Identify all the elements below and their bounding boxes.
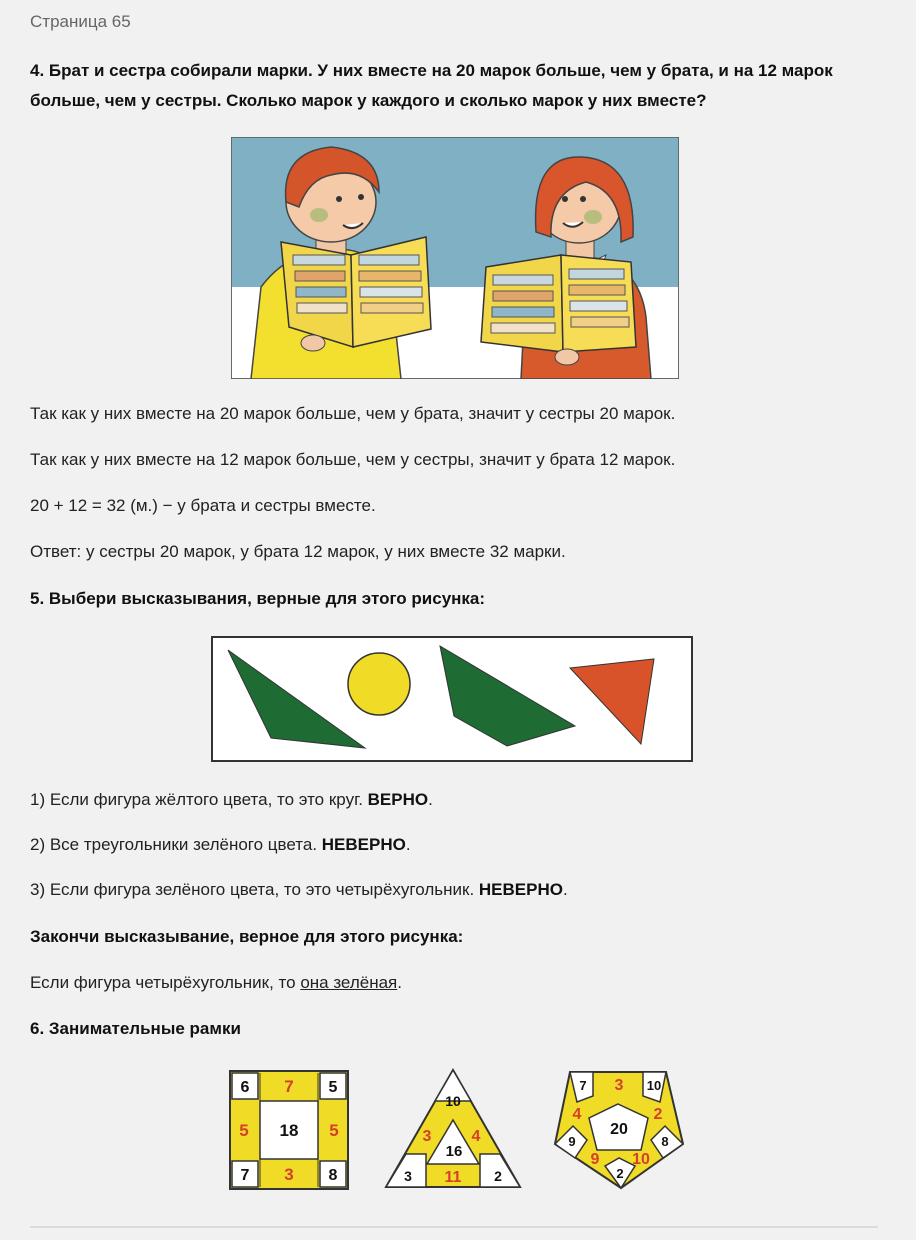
triangle-bottom-right-number: 2	[494, 1168, 502, 1184]
pentagon-bottom-left-number: 9	[590, 1151, 600, 1168]
pentagon-left-number: 4	[572, 1106, 582, 1123]
square-right-number: 5	[329, 1121, 339, 1140]
page-header: Страница 65	[30, 12, 131, 31]
triangle-bottom-mid-number: 11	[444, 1169, 462, 1186]
pentagon-right-number: 2	[653, 1106, 663, 1123]
pentagon-frame	[553, 1066, 685, 1190]
square-top-mid-number: 7	[284, 1077, 294, 1096]
statement-3: 3) Если фигура зелёного цвета, то это четырёхугольник. НЕВЕРНО.	[30, 880, 568, 899]
task-6-title: 6. Занимательные рамки	[30, 1019, 241, 1038]
finish-answer: она зелёная	[300, 973, 398, 992]
pentagon-top-mid-number: 3	[614, 1077, 624, 1094]
solution-line: 20 + 12 = 32 (м.) − у брата и сестры вместе.	[30, 496, 376, 515]
pentagon-bottom-right-number: 10	[632, 1151, 650, 1168]
finish-statement-title: Закончи высказывание, верное для этого рисунка:	[30, 927, 464, 946]
statement-2: 2) Все треугольники зелёного цвета. НЕВЕРНО.	[30, 835, 411, 854]
solution-line: Так как у них вместе на 12 марок больше, чем у сестры, значит у брата 12 марок.	[30, 450, 676, 469]
square-top-right-number: 5	[328, 1079, 338, 1096]
solution-line: Так как у них вместе на 20 марок больше, чем у брата, значит у сестры 20 марок.	[30, 404, 676, 423]
triangle-center-number: 16	[445, 1143, 463, 1160]
yellow-circle	[348, 653, 410, 715]
pentagon-top-right-number: 10	[646, 1078, 662, 1093]
answer-line: Ответ: у сестры 20 марок, у брата 12 марок, у них вместе 32 марки.	[30, 542, 566, 561]
statement-1: 1) Если фигура жёлтого цвета, то это круг. ВЕРНО.	[30, 790, 433, 809]
pentagon-top-left-number: 7	[579, 1078, 587, 1093]
square-bottom-left-number: 7	[240, 1167, 250, 1184]
stamp-collectors-illustration	[231, 137, 679, 379]
task-5-title: 5. Выбери высказывания, верные для этого рисунка:	[30, 589, 486, 608]
triangle-bottom-left-number: 3	[404, 1168, 412, 1184]
square-left-number: 5	[239, 1121, 249, 1140]
square-top-left-number: 6	[240, 1079, 250, 1096]
finish-statement: Если фигура четырёхугольник, то она зелёная.	[30, 973, 402, 992]
verdict: ВЕРНО	[367, 790, 429, 809]
square-frame	[229, 1070, 349, 1190]
task-4-title: 4. Брат и сестра собирали марки. У них вместе на 20 марок больше, чем у брата, и на 12 марок больше, чем у сестры. Сколько марок у каждого и сколько марок у них вместе?	[30, 61, 833, 110]
triangle-left-side-number: 3	[422, 1128, 432, 1145]
bottom-divider	[30, 1226, 878, 1228]
square-bottom-right-number: 8	[328, 1167, 338, 1184]
square-center-number: 18	[279, 1121, 299, 1140]
shapes-figure	[211, 636, 693, 762]
triangle-right-side-number: 4	[471, 1128, 481, 1145]
verdict: НЕВЕРНО	[478, 880, 563, 899]
triangle-frame	[384, 1068, 522, 1190]
verdict: НЕВЕРНО	[321, 835, 406, 854]
pentagon-bottom-mid-number: 2	[616, 1166, 624, 1181]
pentagon-far-right-number: 8	[661, 1134, 669, 1149]
triangle-top-number: 10	[445, 1093, 461, 1109]
pentagon-far-left-number: 9	[568, 1134, 576, 1149]
square-bottom-mid-number: 3	[284, 1165, 294, 1184]
pentagon-center-number: 20	[610, 1121, 628, 1138]
